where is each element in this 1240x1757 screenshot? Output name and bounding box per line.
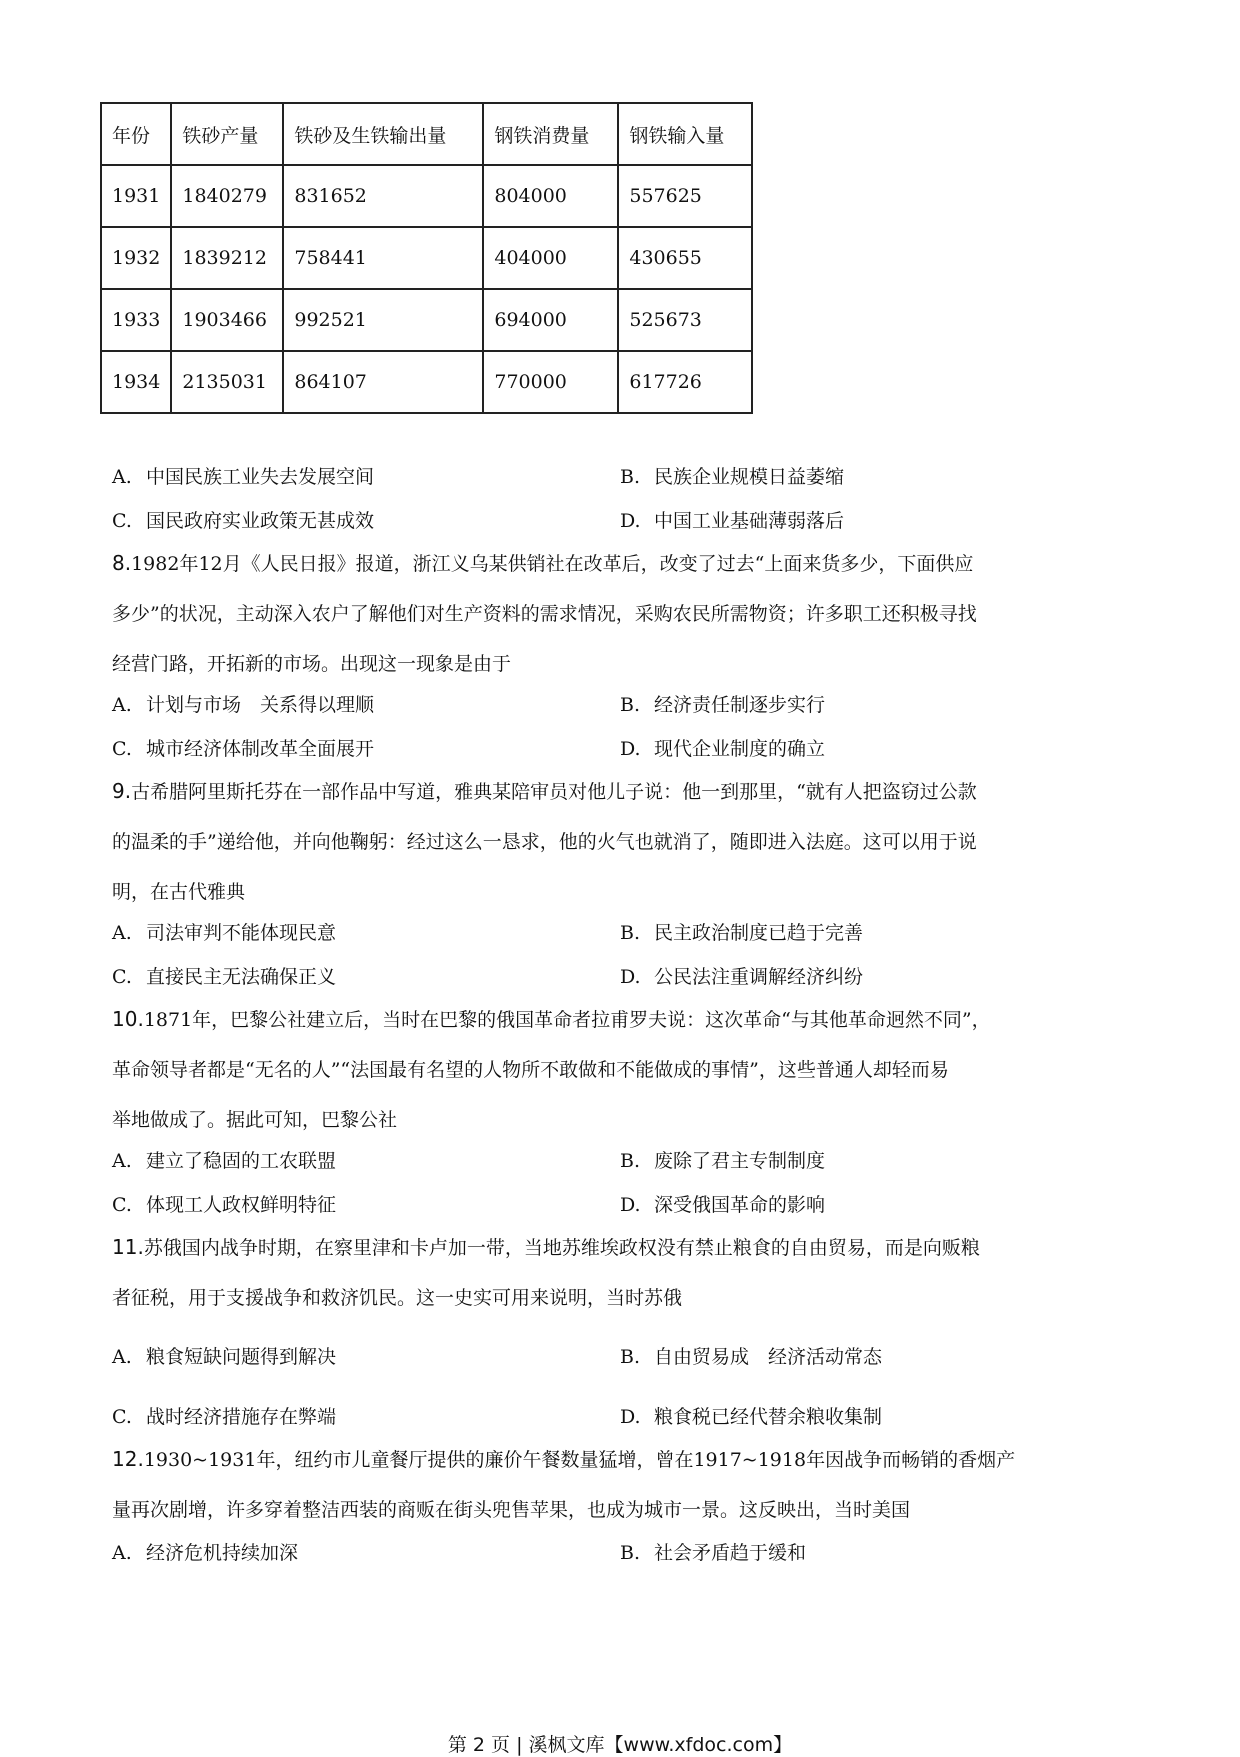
question-line: 经营门路，开拓新的市场。出现这一现象是由于: [112, 653, 512, 675]
option-text: 现代企业制度的确立: [654, 738, 826, 760]
question-text: 古希腊阿里斯托芬在一部作品中写道，雅典某陪审员对他儿子说：他一到那里，“就有人把盗窃过公款: [131, 781, 977, 803]
option-label: D.: [620, 738, 641, 760]
q7-option-d: [620, 506, 844, 533]
page-footer: 第 2 页 | 溪枫文库【www.xfdoc.com】: [447, 1734, 793, 1756]
table-cell: 1933: [101, 289, 171, 351]
option-text: 民主政治制度已趋于完善: [654, 922, 864, 944]
option-text: 经济责任制逐步实行: [654, 694, 826, 716]
table-cell: 770000: [483, 351, 618, 413]
table-cell: 1840279: [171, 165, 283, 227]
table-cell: 617726: [618, 351, 752, 413]
option-text: 粮食短缺问题得到解决: [146, 1346, 337, 1368]
table-cell: 992521: [283, 289, 483, 351]
option-label: B.: [620, 694, 641, 716]
question-line: 多少”的状况，主动深入农户了解他们对生产资料的需求情况，采购农民所需物资；许多职工还积极寻找: [112, 603, 977, 625]
option-label: B.: [620, 466, 641, 488]
question-number: 9.: [112, 779, 132, 803]
q10-option-c: [112, 1190, 336, 1217]
option-text: 计划与市场 关系得以理顺: [146, 694, 375, 716]
option-label: A.: [112, 1346, 132, 1368]
question-line: [112, 1222, 1132, 1273]
table-row: [101, 289, 752, 351]
option-label: D.: [620, 1194, 641, 1216]
q10-option-b: [620, 1146, 825, 1173]
option-label: C.: [112, 510, 132, 532]
table-header-cell: 年份: [101, 103, 171, 165]
option-label: C.: [112, 738, 132, 760]
table-row: [101, 165, 752, 227]
option-text: 体现工人政权鲜明特征: [146, 1194, 337, 1216]
option-text: 民族企业规模日益萎缩: [654, 466, 845, 488]
question-text: 苏俄国内战争时期，在察里津和卡卢加一带，当地苏维埃政权没有禁止粮食的自由贸易，而是向贩粮: [143, 1237, 980, 1259]
q8-option-c: [112, 734, 374, 761]
question-11: [112, 1222, 1132, 1323]
table-header-row: [101, 103, 752, 165]
option-label: D.: [620, 966, 641, 988]
table-header-cell: 钢铁消费量: [483, 103, 618, 165]
question-line: [112, 1434, 1132, 1485]
option-text: 建立了稳固的工农联盟: [146, 1150, 337, 1172]
question-line: 举地做成了。据此可知，巴黎公社: [112, 1109, 398, 1131]
option-label: A.: [112, 1542, 132, 1564]
option-label: C.: [112, 1406, 132, 1428]
question-10: [112, 994, 1132, 1145]
option-text: 中国民族工业失去发展空间: [146, 466, 375, 488]
option-text: 中国工业基础薄弱落后: [654, 510, 845, 532]
option-label: B.: [620, 1542, 641, 1564]
question-text: 1930~1931年，纽约市儿童餐厅提供的廉价午餐数量猛增，曾在1917~1918年因战争而畅销的香烟产: [143, 1449, 1016, 1471]
question-line: 者征税，用于支援战争和救济饥民。这一史实可用来说明，当时苏俄: [112, 1287, 683, 1309]
option-label: C.: [112, 966, 132, 988]
option-text: 自由贸易成 经济活动常态: [654, 1346, 883, 1368]
iron-steel-table: [100, 102, 753, 414]
option-text: 经济危机持续加深: [146, 1542, 299, 1564]
question-12: [112, 1434, 1132, 1535]
table-cell: 557625: [618, 165, 752, 227]
question-line: [112, 538, 1132, 589]
q10-option-a: [112, 1146, 336, 1173]
table-cell: 430655: [618, 227, 752, 289]
question-line: 革命领导者都是“无名的人”“法国最有名望的人物所不敢做和不能做成的事情”，这些普通人却轻而易: [112, 1059, 949, 1081]
option-label: D.: [620, 1406, 641, 1428]
question-9: [112, 766, 1132, 917]
question-line: 明，在古代雅典: [112, 881, 246, 903]
option-text: 直接民主无法确保正义: [146, 966, 337, 988]
q8-option-a: [112, 690, 374, 717]
table-cell: 864107: [283, 351, 483, 413]
question-number: 10.: [112, 1007, 144, 1031]
table-cell: 694000: [483, 289, 618, 351]
question-line: [112, 994, 1132, 1045]
question-number: 12.: [112, 1447, 144, 1471]
option-label: B.: [620, 1150, 641, 1172]
table-row: [101, 227, 752, 289]
q11-option-b: [620, 1342, 882, 1369]
question-line: 的温柔的手”递给他，并向他鞠躬：经过这么一恳求，他的火气也就消了，随即进入法庭。这可以用于说: [112, 831, 977, 853]
table-cell: 1932: [101, 227, 171, 289]
option-label: A.: [112, 922, 132, 944]
option-label: A.: [112, 1150, 132, 1172]
option-text: 战时经济措施存在弊端: [146, 1406, 337, 1428]
question-8: [112, 538, 1132, 689]
q11-option-d: [620, 1402, 882, 1429]
option-label: B.: [620, 1346, 641, 1368]
q9-option-c: [112, 962, 336, 989]
table-header-cell: 铁砂及生铁输出量: [283, 103, 483, 165]
question-line: [112, 766, 1132, 817]
table-header-cell: 钢铁输入量: [618, 103, 752, 165]
question-number: 11.: [112, 1235, 144, 1259]
option-label: D.: [620, 510, 641, 532]
question-number: 8.: [112, 551, 132, 575]
q7-option-b: [620, 462, 844, 489]
q9-option-a: [112, 918, 336, 945]
option-text: 社会矛盾趋于缓和: [654, 1542, 807, 1564]
table-cell: 404000: [483, 227, 618, 289]
table-cell: 1839212: [171, 227, 283, 289]
table-cell: 804000: [483, 165, 618, 227]
q7-option-c: [112, 506, 374, 533]
q9-option-d: [620, 962, 863, 989]
table-cell: 1903466: [171, 289, 283, 351]
option-text: 司法审判不能体现民意: [146, 922, 337, 944]
table-row: [101, 351, 752, 413]
option-text: 废除了君主专制制度: [654, 1150, 826, 1172]
option-text: 城市经济体制改革全面展开: [146, 738, 375, 760]
question-line: 量再次剧增，许多穿着整洁西装的商贩在街头兜售苹果，也成为城市一景。这反映出，当时美国: [112, 1499, 911, 1521]
table-cell: 1931: [101, 165, 171, 227]
table-cell: 2135031: [171, 351, 283, 413]
table-cell: 831652: [283, 165, 483, 227]
q8-option-b: [620, 690, 825, 717]
q11-option-a: [112, 1342, 336, 1369]
option-label: B.: [620, 922, 641, 944]
question-text: 1871年，巴黎公社建立后，当时在巴黎的俄国革命者拉甫罗夫说：这次革命“与其他革命迥然不同”，: [143, 1009, 991, 1031]
q9-option-b: [620, 918, 863, 945]
table-header-cell: 铁砂产量: [171, 103, 283, 165]
q8-option-d: [620, 734, 825, 761]
option-label: A.: [112, 466, 132, 488]
table-cell: 758441: [283, 227, 483, 289]
option-label: C.: [112, 1194, 132, 1216]
table-cell: 1934: [101, 351, 171, 413]
option-text: 粮食税已经代替余粮收集制: [654, 1406, 883, 1428]
q12-option-b: [620, 1538, 806, 1565]
option-text: 公民法注重调解经济纠纷: [654, 966, 864, 988]
option-text: 国民政府实业政策无甚成效: [146, 510, 375, 532]
option-label: A.: [112, 694, 132, 716]
q10-option-d: [620, 1190, 825, 1217]
table-cell: 525673: [618, 289, 752, 351]
q7-option-a: [112, 462, 374, 489]
q11-option-c: [112, 1402, 336, 1429]
question-text: 1982年12月《人民日报》报道，浙江义乌某供销社在改革后，改变了过去“上面来货多少，下面供应: [131, 553, 974, 575]
option-text: 深受俄国革命的影响: [654, 1194, 826, 1216]
q12-option-a: [112, 1538, 298, 1565]
